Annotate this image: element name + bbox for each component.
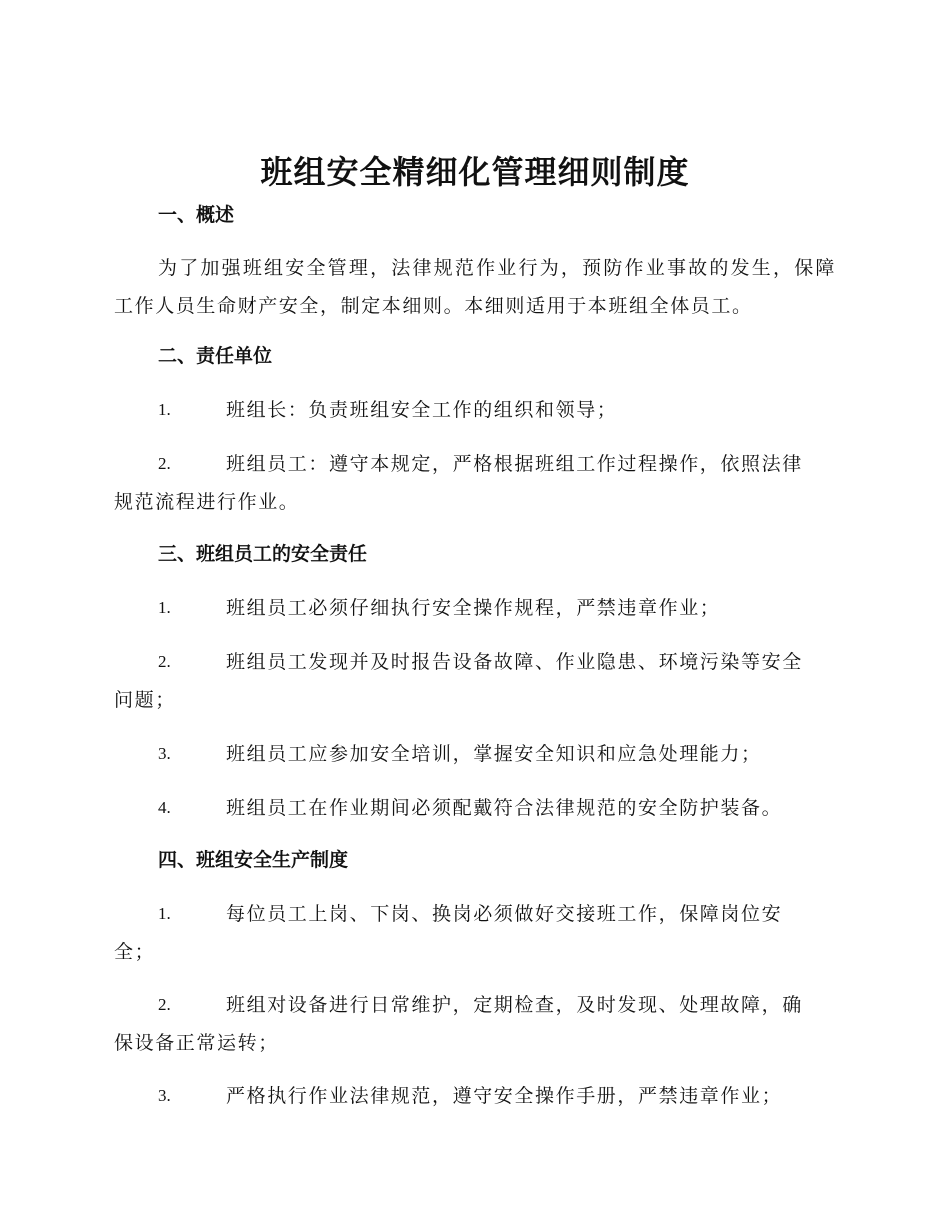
item-text-continued: 问题； bbox=[114, 689, 176, 711]
item-text: 班组对设备进行日常维护，定期检查，及时发现、处理故障，确 bbox=[226, 994, 803, 1016]
list-item bbox=[114, 1077, 836, 1115]
item-number: 4. bbox=[158, 798, 171, 817]
item-number: 2. bbox=[158, 995, 171, 1014]
item-number: 1. bbox=[158, 598, 171, 617]
item-text: 班组员工在作业期间必须配戴符合法律规范的安全防护装备。 bbox=[226, 797, 783, 819]
item-text-continued: 规范流程进行作业。 bbox=[114, 491, 300, 513]
section-heading-overview: 一、概述 bbox=[158, 204, 235, 226]
item-text-continued: 全； bbox=[114, 941, 156, 963]
list-item bbox=[114, 391, 836, 429]
list-item bbox=[114, 589, 836, 627]
overview-paragraph: 为了加强班组安全管理，法律规范作业行为，预防作业事故的发生，保障工作人员生命财产安全，制定本细则。本细则适用于本班组全体员工。 bbox=[114, 257, 836, 317]
item-number: 3. bbox=[158, 744, 171, 763]
item-text-continued: 保设备正常运转； bbox=[114, 1032, 279, 1054]
item-text: 班组长：负责班组安全工作的组织和领导； bbox=[226, 399, 618, 421]
section-heading-responsibility: 二、责任单位 bbox=[158, 345, 273, 367]
item-text: 每位员工上岗、下岗、换岗必须做好交接班工作，保障岗位安 bbox=[226, 903, 783, 925]
item-number: 3. bbox=[158, 1086, 171, 1105]
list-item bbox=[114, 986, 836, 1062]
list-item bbox=[114, 895, 836, 971]
item-text: 班组员工必须仔细执行安全操作规程，严禁违章作业； bbox=[226, 597, 721, 619]
item-text: 严格执行作业法律规范，遵守安全操作手册，严禁违章作业； bbox=[226, 1085, 783, 1107]
item-text: 班组员工发现并及时报告设备故障、作业隐患、环境污染等安全 bbox=[226, 651, 803, 673]
section-heading-production-system: 四、班组安全生产制度 bbox=[158, 849, 349, 871]
item-number: 1. bbox=[158, 400, 171, 419]
item-text: 班组员工：遵守本规定，严格根据班组工作过程操作，依照法律 bbox=[226, 453, 803, 475]
section-heading-employee-safety: 三、班组员工的安全责任 bbox=[158, 543, 368, 565]
list-item bbox=[114, 789, 836, 827]
item-number: 1. bbox=[158, 904, 171, 923]
list-item bbox=[114, 643, 836, 719]
document-title: 班组安全精细化管理细则制度 bbox=[260, 153, 690, 191]
item-text: 班组员工应参加安全培训，掌握安全知识和应急处理能力； bbox=[226, 743, 762, 765]
item-number: 2. bbox=[158, 652, 171, 671]
item-number: 2. bbox=[158, 454, 171, 473]
list-item bbox=[114, 735, 836, 773]
list-item bbox=[114, 445, 836, 521]
